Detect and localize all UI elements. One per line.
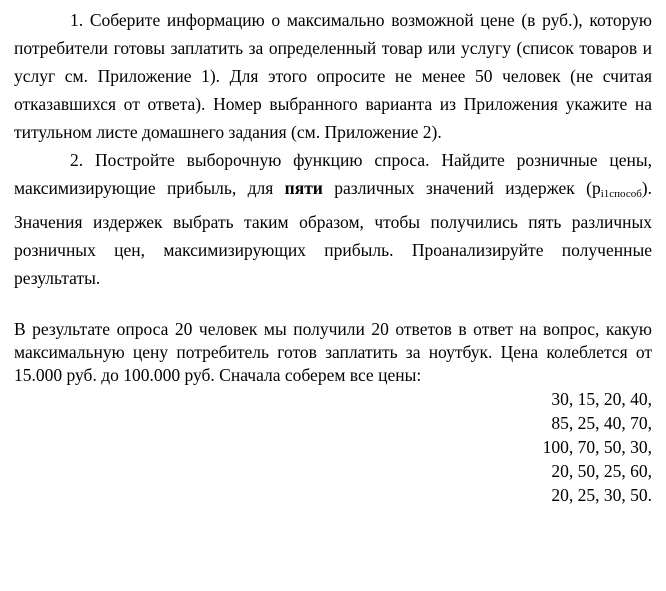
price-line: 20, 25, 30, 50. [551, 485, 652, 505]
task-item-2-text-b: различных значений издержек (p [322, 178, 601, 198]
section-gap [14, 292, 652, 318]
document-page [14, 6, 652, 507]
task-item-1: 1. Соберите информацию о максимально возможной цене (в руб.), которую потребители готовы заплатить за определенный товар или услугу (список товаров и услуг см. Приложение 1). Для этого опросите не менее 50 человек (не считая отказавшихся от ответа). Номер выбранного варианта из Приложения укажите на титульном листе домашнего задания (см. Приложение 2). [14, 10, 652, 142]
cost-subscript: i1способ [600, 188, 642, 200]
task-item-2-text-c: ). Значения издержек выбрать таким образом, чтобы получились пять различных розничных цен, максимизирующих прибыль. Проанализируйте полученные результаты. [14, 178, 652, 288]
price-line: 100, 70, 50, 30, [542, 437, 652, 457]
task-item-2-text-a: 2. Постройте выборочную функцию спроса. Найдите розничные цены, максимизирующие прибыль, для [14, 150, 652, 198]
task-item-2 [14, 146, 652, 292]
price-line: 85, 25, 40, 70, [551, 413, 652, 433]
price-line: 20, 50, 25, 60, [551, 461, 652, 481]
price-list [14, 387, 652, 507]
result-paragraph: В результате опроса 20 человек мы получили 20 ответов в ответ на вопрос, какую максимальную цену потребитель готов заплатить за ноутбук. Цена колеблется от 15.000 руб. до 100.000 руб. Сначала соберем все цены: [14, 319, 652, 385]
price-line: 30, 15, 20, 40, [551, 389, 652, 409]
task-item-2-bold: пяти [284, 178, 323, 198]
